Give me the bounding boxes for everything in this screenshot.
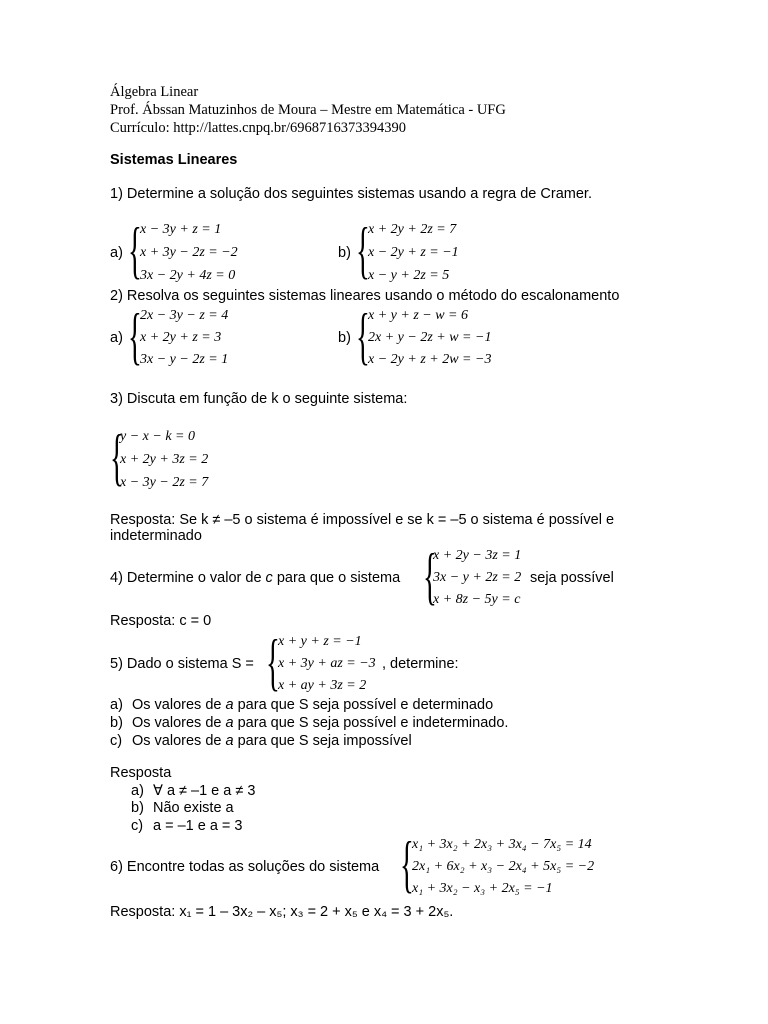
q3-eq2: x + 2y + 3z = 2 <box>120 452 209 467</box>
q1-a-eq3: 3x − 2y + 4z = 0 <box>140 268 236 283</box>
q3-brace: { <box>110 421 124 492</box>
q1-b-eq3: x − y + 2z = 5 <box>368 268 450 283</box>
q4-prompt <box>110 570 400 586</box>
q5-eq3: x + ay + 3z = 2 <box>278 678 367 693</box>
q5-answer-a-label: a) <box>131 783 144 799</box>
q2-b-eq3: x − 2y + z + 2w = −3 <box>368 352 492 367</box>
q1-a-label: a) <box>110 245 123 261</box>
q6-eq1: x₁ + 3x₂ + 2x₃ + 3x₄ − 7x₅ = 14 <box>412 837 592 852</box>
q2-a-label: a) <box>110 330 123 346</box>
q5-answer-title: Resposta <box>110 765 172 781</box>
q1-a-brace: { <box>128 214 142 285</box>
q2-b-eq1: x + y + z − w = 6 <box>368 308 469 323</box>
q6-eq3: x₁ + 3x₂ − x₃ + 2x₅ = −1 <box>412 881 553 896</box>
q1-b-eq2: x − 2y + z = −1 <box>368 245 459 260</box>
q4-prompt-mid: para que o sistema <box>272 570 401 586</box>
q4-eq1: x + 2y − 3z = 1 <box>433 548 522 563</box>
q2-a-eq2: x + 2y + z = 3 <box>140 330 222 345</box>
q5-eq2: x + 3y + az = −3 <box>278 656 376 671</box>
q2-a-brace: { <box>128 300 142 371</box>
q5-item-b-label: b) <box>110 715 123 731</box>
q2-b-label: b) <box>338 330 351 346</box>
q5-prompt-after: , determine: <box>382 656 459 672</box>
curriculum-line: Currículo: http://lattes.cnpq.br/6968716373394390 <box>110 120 407 136</box>
course-title: Álgebra Linear <box>110 84 199 100</box>
q2-b-eq2: 2x + y − 2z + w = −1 <box>368 330 492 345</box>
q1-a-eq1: x − 3y + z = 1 <box>140 222 222 237</box>
q1-b-label: b) <box>338 245 351 261</box>
q3-prompt: 3) Discuta em função de k o seguinte sistema: <box>110 391 408 407</box>
section-title: Sistemas Lineares <box>110 152 238 168</box>
q6-prompt: 6) Encontre todas as soluções do sistema <box>110 859 380 875</box>
q5-item-a-var: a <box>225 697 234 713</box>
q4-answer: Resposta: c = 0 <box>110 613 212 629</box>
q5-item-b-before: Os valores de <box>132 715 226 731</box>
q5-item-c-before: Os valores de <box>132 733 226 749</box>
q3-eq1: y − x − k = 0 <box>120 429 195 444</box>
q5-item-b <box>110 715 508 731</box>
q1-b-brace: { <box>356 214 370 285</box>
q5-item-a <box>110 697 493 713</box>
q3-eq3: x − 3y − 2z = 7 <box>120 475 209 490</box>
q5-eq1: x + y + z = −1 <box>278 634 362 649</box>
q1-b-eq1: x + 2y + 2z = 7 <box>368 222 457 237</box>
q2-b-brace: { <box>356 300 370 371</box>
q6-answer: Resposta: x₁ = 1 – 3x₂ – x₅; x₃ = 2 + x₅ e x₄ = 3 + 2x₅. <box>110 904 454 920</box>
q4-prompt-before: 4) Determine o valor de <box>110 570 266 586</box>
q6-brace: { <box>400 828 414 899</box>
q5-answer-b-label: b) <box>131 800 144 816</box>
q5-answer-a <box>131 783 255 799</box>
q5-brace: { <box>266 626 280 697</box>
q5-answer-c-text: a = –1 e a = 3 <box>153 818 243 834</box>
q5-prompt-before: 5) Dado o sistema S = <box>110 656 254 672</box>
q5-item-a-after: para que S seja possível e determinado <box>233 697 494 713</box>
q5-item-c-var: a <box>225 733 234 749</box>
q5-item-b-after: para que S seja possível e indeterminado. <box>233 715 509 731</box>
q4-prompt-after: seja possível <box>530 570 614 586</box>
q2-a-eq3: 3x − y − 2z = 1 <box>140 352 229 367</box>
q4-eq3: x + 8z − 5y = c <box>433 592 521 607</box>
professor-line: Prof. Ábssan Matuzinhos de Moura – Mestre em Matemática - UFG <box>110 102 506 118</box>
q5-item-b-var: a <box>225 715 234 731</box>
q5-answer-b-text: Não existe a <box>153 800 234 816</box>
q5-item-c-label: c) <box>110 733 123 749</box>
q2-prompt: 2) Resolva os seguintes sistemas lineares usando o método do escalonamento <box>110 288 620 304</box>
q5-item-a-label: a) <box>110 697 123 713</box>
q4-prompt-var: c <box>265 570 273 586</box>
q3-answer-line1: Resposta: Se k ≠ –5 o sistema é impossível e se k = –5 o sistema é possível e <box>110 512 615 528</box>
q5-answer-c <box>131 818 243 834</box>
q5-item-c <box>110 733 412 749</box>
q4-brace: { <box>423 540 437 611</box>
q4-eq2: 3x − y + 2z = 2 <box>433 570 522 585</box>
q5-answer-c-label: c) <box>131 818 144 834</box>
q5-answer-b <box>131 800 234 816</box>
q5-item-c-after: para que S seja impossível <box>233 733 412 749</box>
q2-a-eq1: 2x − 3y − z = 4 <box>140 308 229 323</box>
q1-a-eq2: x + 3y − 2z = −2 <box>140 245 238 260</box>
q1-prompt: 1) Determine a solução dos seguintes sistemas usando a regra de Cramer. <box>110 186 592 202</box>
q6-eq2: 2x₁ + 6x₂ + x₃ − 2x₄ + 5x₅ = −2 <box>412 859 595 874</box>
q5-answer-a-text: ∀ a ≠ –1 e a ≠ 3 <box>153 783 256 799</box>
q5-item-a-before: Os valores de <box>132 697 226 713</box>
q3-answer-line2: indeterminado <box>110 528 202 544</box>
